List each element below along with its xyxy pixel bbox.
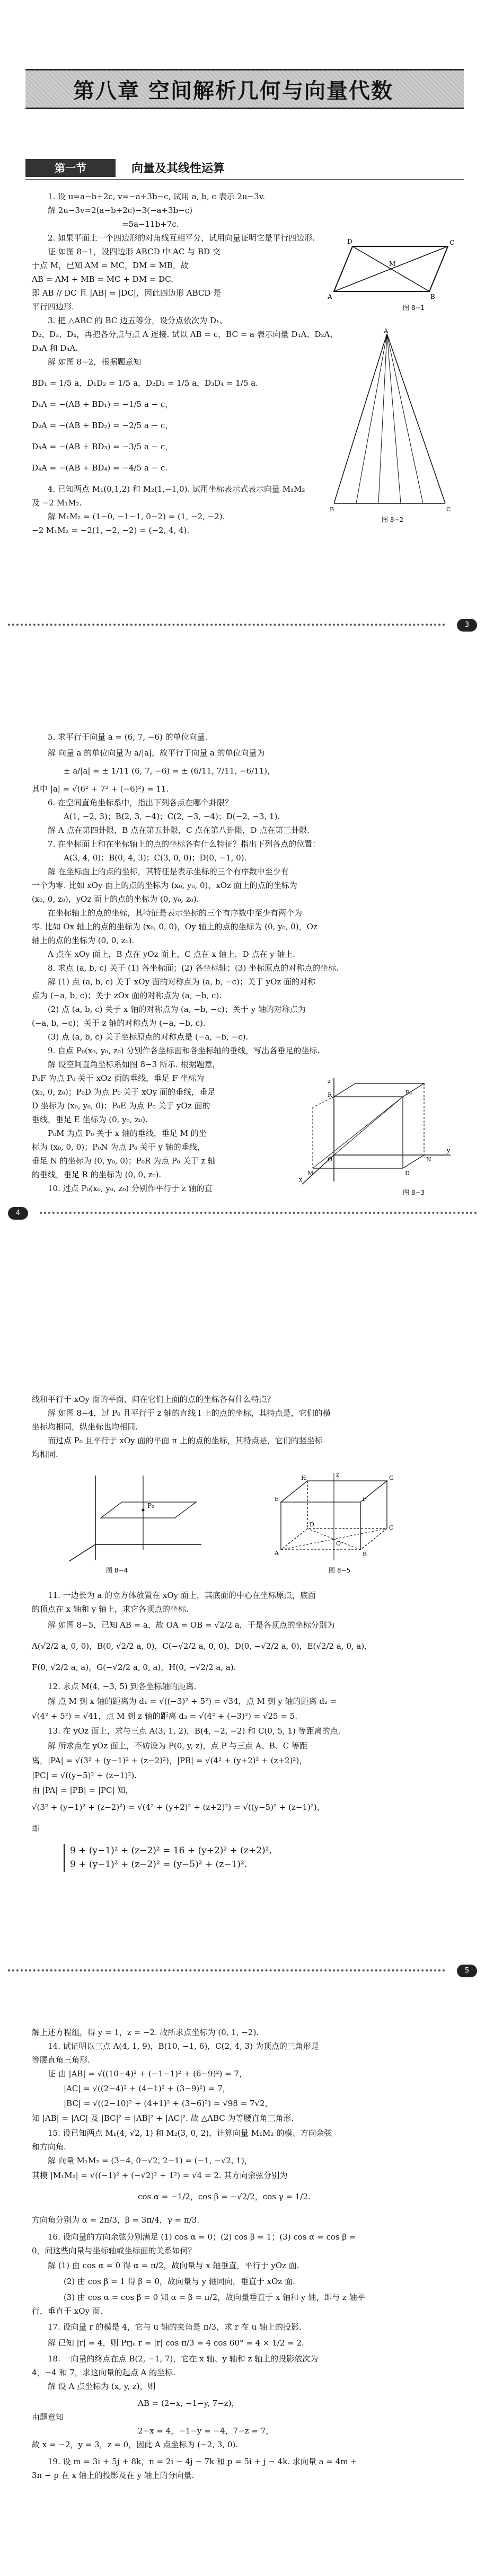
text-line: 解 如图 8−4，过 P₀ 且平行于 z 轴的直线 l 上的点的坐标，其特点是，它们的横 xyxy=(48,1408,331,1418)
text-line: 的顶点在 x 轴和 y 轴上，求它各顶点的坐标. xyxy=(32,1604,189,1614)
figure-caption: 图 8−2 xyxy=(382,516,404,523)
text-line: 2. 如果平面上一个四边形的对角线互相平分，试用向量证明它是平行四边形. xyxy=(48,233,315,243)
figure-caption: 图 8−1 xyxy=(403,304,425,312)
text-line: −2 M₁M₂ = −2(1, −2, −2) = (−2, 4, 4). xyxy=(32,526,190,535)
figure-8-4 xyxy=(64,1470,223,1576)
text-line: ± a/|a| = ± 1/11 (6, 7, −6) = ± (6/11, 7/11, −6/11)， xyxy=(64,766,276,776)
text-line: 3n − p 在 x 轴上的投影及在 y 轴上的分向量. xyxy=(32,2471,195,2480)
section-tag: 第一节 xyxy=(25,159,116,177)
text-line: 解 所求点在 yOz 面上，不妨设为 P(0, y, z)，点 P 与三点 A、B、C 等距 xyxy=(48,1741,308,1751)
page-number: 3 xyxy=(457,619,477,632)
text-line: 一个为零. 比如 xOy 面上的点的坐标为 (x₀, y₀, 0)，xOz 面上的点的坐标为 xyxy=(32,881,297,890)
text-line: (3) 由 cos α = cos β = 0 知 α = β = π/2，故向量垂直于 x 轴和 y 轴，即与 z 轴平 xyxy=(64,2293,365,2302)
section-rule xyxy=(25,179,464,180)
text-line: 和方向角. xyxy=(32,2142,66,2152)
svg-text:z: z xyxy=(336,1471,339,1478)
page-1 xyxy=(0,0,485,652)
text-line: 其中 |a| = √(6² + 7² + (−6)²) = 11. xyxy=(32,784,169,794)
text-line: 的垂线，垂足 R 的坐标为 (0, 0, z₀). xyxy=(32,1170,162,1179)
chapter-banner xyxy=(25,69,464,109)
text-line: D 坐标为 (x₀, y₀, 0)；P₀E 为点 P₀ 关于 yOz 面的 xyxy=(32,1101,210,1111)
text-line: 解 已知 |r| = 4，则 Prjᵤ r = |r| cos π/3 = 4 cos 60° = 4 × 1/2 = 2. xyxy=(48,2338,304,2348)
svg-text:x: x xyxy=(299,1176,303,1183)
text-line: (2) 点 (a, b, c) 关于 x 轴的对称点为 (a, −b, −c)；关于 y 轴的对称点为 xyxy=(48,1005,306,1014)
page-number: 4 xyxy=(8,1207,28,1220)
text-line: 解 在坐标面上的点的坐标，其特征是表示坐标的三个有序数中至少有 xyxy=(48,867,289,876)
text-line: 其模 |M₁M₂| = √((−1)² + (−√2)² + 1²) = √4 = 2. 其方向余弦分别为 xyxy=(32,2171,288,2180)
text-line: 由题意知 xyxy=(32,2412,64,2422)
svg-text:F: F xyxy=(363,1496,367,1503)
text-line: (x₀, 0, z₀)；P₀D 为点 P₀ 关于 xOy 面的垂线，垂足 xyxy=(32,1087,216,1097)
svg-text:N: N xyxy=(426,1156,431,1163)
figure-8-1 xyxy=(323,233,456,313)
text-line: |BC| = √((2−10)² + (4+1)² + (3−6)²) = √98 = 7√2， xyxy=(64,2099,273,2108)
text-line: 0，问这些向量与坐标轴或坐标面的关系如何？ xyxy=(32,2246,196,2255)
text-line: BD₁ = 1/5 a，D₁D₂ = 1/5 a，D₂D₃ = 1/5 a，D₃D₄ = 1/5 a. xyxy=(32,378,258,388)
svg-text:P₀: P₀ xyxy=(405,1089,412,1096)
text-line: 解上述方程组，得 y = 1，z = −2. 故所求点坐标为 (0, 1, −2). xyxy=(32,2028,259,2037)
svg-text:C: C xyxy=(446,506,451,513)
section-header xyxy=(25,159,464,180)
text-line: 轴上的点的坐标为 (0, 0, z₀). xyxy=(32,936,135,945)
text-line: 垂足 N 的坐标为 (0, y₀, 0)；P₀R 为点 P₀ 关于 z 轴 xyxy=(32,1156,216,1166)
text-line: 平行四边形. xyxy=(32,302,74,312)
figure-8-2 xyxy=(329,328,461,530)
text-line: 线和平行于 xOy 面的平面，问在它们上面的点的坐标各有什么特点？ xyxy=(32,1394,275,1404)
text-line: 解 M₁M₂ = (1−0, −1−1, 0−2) = (1, −2, −2). xyxy=(48,512,225,521)
text-line: A(1, −2, 3)；B(2, 3, −4)；C(2, −3, −4)；D(−2, −3, 1). xyxy=(64,812,280,821)
text-line: 标为 (x₀, 0, 0)；P₀N 为点 P₀ 关于 y 轴的垂线， xyxy=(32,1142,205,1152)
point-label: P₀ xyxy=(147,1502,154,1509)
line-and-plane-diagram xyxy=(64,1470,223,1563)
dotted-rule xyxy=(40,1212,477,1214)
page-4 xyxy=(0,2005,485,2576)
text-line: D₂、D₃、D₄，再把各分点与点 A 连接. 试以 AB = c，BC = a 表示向量 D₁A、D₂A、 xyxy=(32,330,338,339)
triangle-division-diagram xyxy=(329,328,461,514)
text-line: 18. 一向量的终点在点 B(2, −1, 7)，它在 x 轴、y 轴和 z 轴上的投影依次为 xyxy=(48,2354,319,2364)
text-line: 6. 在空间直角坐标系中，指出下列各点在哪个卦限？ xyxy=(48,798,233,807)
svg-text:B: B xyxy=(330,506,334,513)
equation: 9 + (y−1)² + (z−2)² = 16 + (y+2)² + (z+2)², xyxy=(70,1845,272,1856)
text-line: (2) 由 cos β = 1 得 β = 0，故向量与 y 轴同向，垂直于 xOz 面. xyxy=(64,2277,295,2286)
text-line: D₄A = −(AB + BD₄) = −4/5 a − c. xyxy=(32,463,168,473)
text-line: F(0, √2/2 a, a)，G(−√2/2 a, 0, a)，H(0, −√2/2 a, a). xyxy=(32,1663,236,1672)
text-line: 7. 在坐标面上和在坐标轴上的点的坐标各有什么特征？指出下列各点的位置： xyxy=(48,839,321,849)
text-line: 解 向量 a 的单位向量为 a/|a|，故平行于向量 a 的单位向量为 xyxy=(48,748,265,758)
text-line: 在坐标轴上的点的坐标，其特征是表示坐标的三个有序数中至少有两个为 xyxy=(48,908,303,918)
text-line: AB = AM + MB = MC + DM = DC. xyxy=(32,274,173,284)
text-line: 14. 试证明以三点 A(4, 1, 9)，B(10, −1, 6)，C(2, 4, 3) 为顶点的三角形是 xyxy=(48,2041,319,2051)
figure-caption: 图 8−5 xyxy=(329,1567,351,1574)
figure-8-3 xyxy=(297,1076,456,1197)
text-line: 垂线，垂足 E 坐标为 (0, y₀, z₀). xyxy=(32,1115,148,1124)
page-number: 5 xyxy=(457,1965,477,1977)
text-line: 19. 设 m = 3i + 5j + 8k，n = 2i − 4j − 7k 和 p = 5i + j − 4k. 求向量 a = 4m + xyxy=(48,2457,357,2466)
text-line: 15. 设已知两点 M₁(4, √2, 1) 和 M₂(3, 0, 2)，计算向量 M₁M₂ 的模、方向余弦 xyxy=(48,2128,332,2138)
text-line: 8. 求点 (a, b, c) 关于 (1) 各坐标面；(2) 各坐标轴；(3) 坐标原点的对称点的坐标. xyxy=(48,963,339,973)
figure-caption: 图 8−4 xyxy=(106,1567,128,1574)
text-line: 解 点 M 到 x 轴的距离为 d₁ = √((−3)² + 5²) = √34，点 M 到 y 轴的距离 d₂ = xyxy=(48,1696,337,1706)
text-line: 坐标均相同，纵坐标也均相同. xyxy=(32,1422,138,1432)
text-line: 知 |AB| = |AC| 及 |BC|² = |AB|² + |AC|². 故 △ABC 为等腰直角三角形. xyxy=(32,2113,294,2123)
text-line: 方向角分别为 α = 2π/3，β = 3π/4，γ = π/3. xyxy=(32,2215,200,2225)
text-line: 5. 求平行于向量 a = (6, 7, −6) 的单位向量. xyxy=(48,732,208,742)
text-line: 9. 自点 P₀(x₀, y₀, z₀) 分别作各坐标面和各坐标轴的垂线，写出各垂足的坐标. xyxy=(48,1046,320,1055)
svg-text:y: y xyxy=(447,1147,451,1154)
svg-text:O: O xyxy=(336,1540,341,1547)
dotted-rule xyxy=(8,624,445,626)
section-title: 向量及其线性运算 xyxy=(131,162,225,175)
text-line: 4，−4 和 7，求这向量的起点 A 的坐标. xyxy=(32,2368,175,2377)
text-line: 于点 M，已知 AM = MC，DM = MB，故 xyxy=(32,261,189,270)
parallelogram-diagram xyxy=(323,233,456,302)
coordinate-box-diagram xyxy=(297,1076,456,1187)
svg-text:H: H xyxy=(301,1474,306,1481)
svg-text:B: B xyxy=(363,1551,367,1558)
svg-text:z: z xyxy=(328,1078,331,1085)
text-line: =5a−11b+7c. xyxy=(122,219,179,229)
text-line: 证 如图 8−1，设四边形 ABCD 中 AC 与 BD 交 xyxy=(48,247,221,256)
svg-text:D: D xyxy=(310,1521,314,1528)
text-line: (x₀, 0, z₀)，yOz 面上的点的坐标为 (0, y₀, z₀). xyxy=(32,894,199,904)
text-line: 解 如图 8−5，已知 AB = a，故 OA = OB = √2/2 a，于是各顶点的坐标分别为 xyxy=(48,1620,335,1630)
text-line: A(√2/2 a, 0, 0)，B(0, √2/2 a, 0)，C(−√2/2 a, 0, 0)，D(0, −√2/2 a, 0)，E(√2/2 a, 0, a)， xyxy=(32,1641,373,1651)
text-line: 解 设 A 点坐标为 (x, y, z)，则 xyxy=(48,2382,156,2391)
text-line: 13. 在 yOz 面上，求与三点 A(3, 1, 2)，B(4, −2, −2) 和 C(0, 5, 1) 等距离的点. xyxy=(48,1726,341,1736)
dotted-rule xyxy=(8,1969,445,1971)
svg-text:C: C xyxy=(449,239,455,246)
equation: 9 + (y−1)² + (z−2)² = (y−5)² + (z−1)². xyxy=(70,1859,248,1870)
svg-text:D: D xyxy=(347,238,352,245)
text-line: cos α = −1/2，cos β = −√2/2，cos γ = 1/2. xyxy=(138,2192,311,2201)
text-line: 解 A 点在第四卦限，B 点在第五卦限，C 点在第八卦限，D 点在第三卦限. xyxy=(48,825,310,835)
text-line: 而过点 P₀ 且平行于 xOy 面的平面 π 上的点的坐标，其特点是，它们的竖坐标 xyxy=(48,1436,323,1445)
chapter-title: 第八章 空间解析几何与向量代数 xyxy=(73,79,393,103)
svg-text:D: D xyxy=(405,1170,410,1177)
text-line: 17. 设向量 r 的模是 4，它与 u 轴的夹角是 π/3，求 r 在 u 轴上的投影. xyxy=(48,2322,302,2332)
svg-text:M: M xyxy=(389,260,396,268)
svg-text:A: A xyxy=(275,1550,279,1557)
text-line: √(3² + (y−1)² + (z−2)²) = √(4² + (y+2)² + (z+2)²) = √((y−5)² + (z−1)²)， xyxy=(32,1802,325,1812)
equation-system xyxy=(64,1844,272,1872)
text-line: D₂A = −(AB + BD₂) = −2/5 a − c， xyxy=(32,421,173,430)
text-line: D₁A = −(AB + BD₁) = −1/5 a − c， xyxy=(32,399,173,409)
cube-diagram xyxy=(254,1470,413,1563)
page-separator xyxy=(8,615,477,636)
text-line: 离，|PA| = √(3² + (y−1)² + (z−2)²)，|PB| = √(4² + (y+2)² + (z+2)²)， xyxy=(32,1756,307,1765)
svg-text:A: A xyxy=(328,293,332,300)
page-separator xyxy=(8,1203,477,1224)
text-line: 16. 设向量的方向余弦分别满足 (1) cos α = 0；(2) cos β = 1；(3) cos α = cos β = xyxy=(48,2232,356,2242)
text-line: 12. 求点 M(4, −3, 5) 到各坐标轴的距离. xyxy=(48,1682,197,1691)
text-line: 解 2u−3v=2(a−b+2c)−3(−a+3b−c) xyxy=(48,206,193,215)
svg-text:E: E xyxy=(275,1496,279,1503)
text-line: 证 由 |AB| = √((10−4)² + (−1−1)² + (6−9)²) = 7， xyxy=(48,2069,247,2078)
text-line: 解 (1) 由 cos α = 0 得 α = π/2，故向量与 x 轴垂直，平行于 yOz 面. xyxy=(48,2261,299,2270)
text-line: D₃A 和 D₄A. xyxy=(32,343,78,353)
svg-text:O: O xyxy=(328,1156,333,1163)
text-line: 4. 已知两点 M₁(0,1,2) 和 M₂(1,−1,0). 试用坐标表示式表示向量 M₁M₂ xyxy=(48,484,305,494)
page-3 xyxy=(0,1378,485,2005)
text-line: √(4² + 5²) = √41，点 M 到 z 轴的距离 d₃ = √(4² + (−3)²) = √25 = 5. xyxy=(32,1711,297,1721)
text-line: 由 |PA| = |PB| = |PC| 知， xyxy=(32,1786,134,1795)
text-line: (−a, b, −c)；关于 z 轴的对称点为 (−a, −b, c). xyxy=(32,1018,206,1028)
svg-text:A: A xyxy=(384,328,388,334)
text-line: P₀M 为点 P₀ 关于 x 轴的垂线，垂足 M 的坐 xyxy=(48,1129,207,1138)
svg-text:G: G xyxy=(389,1474,394,1481)
text-line: 2−x = 4，−1−y = −4，7−z = 7， xyxy=(138,2426,274,2436)
text-line: (3) 点 (a, b, c) 关于坐标原点的对称点是 (−a, −b, −c). xyxy=(48,1032,249,1042)
text-line: 解 如图 8−2，根据题意知 xyxy=(48,357,142,367)
text-line: AB = (2−x, −1−y, 7−z)， xyxy=(138,2399,240,2408)
text-line: |AC| = √((2−4)² + (4−1)² + (3−9)²) = 7， xyxy=(64,2084,231,2093)
text-line: 均相同. xyxy=(32,1450,58,1459)
svg-text:B: B xyxy=(430,293,435,300)
text-line: 解 设空间直角坐标系如图 8−3 所示. 根据题意， xyxy=(48,1060,221,1069)
text-line: |PC| = √((y−5)² + (z−1)²). xyxy=(32,1771,137,1780)
page-separator xyxy=(8,1960,477,1982)
svg-text:M: M xyxy=(307,1170,314,1177)
text-line: 等腰直角三角形. xyxy=(32,2055,90,2065)
text-line: 10. 过点 P₀(x₀, y₀, z₀) 分别作平行于 z 轴的直 xyxy=(48,1184,213,1193)
text-line: A(3, 4, 0)；B(0, 4, 3)；C(3, 0, 0)；D(0, −1, 0). xyxy=(64,853,247,863)
text-line: 3. 把 △ABC 的 BC 边五等分，设分点依次为 D₁、 xyxy=(48,316,227,325)
text-line: 故 x = −2，y = 3，z = 0，因此 A 点坐标为 (−2, 3, 0). xyxy=(32,2440,238,2449)
text-line: 解 (1) 点 (a, b, c) 关于 xOy 面的对称点为 (a, b, −c)；关于 yOz 面的对称 xyxy=(48,977,316,987)
figure-8-5 xyxy=(254,1470,413,1576)
text-line: A 点在 xOy 面上，B 点在 yOz 面上，C 点在 x 轴上，D 点在 y 轴上. xyxy=(48,949,296,959)
text-line: P₀F 为点 P₀ 关于 xOz 面的垂线，垂足 F 坐标为 xyxy=(32,1073,205,1083)
text-line: 行，垂直于 xOy 面. xyxy=(32,2306,103,2316)
text-line: 点为 (−a, b, c)；关于 zOx 面的对称点为 (a, −b, c). xyxy=(32,991,222,1000)
text-line: 及 −2 M₁M₂. xyxy=(32,498,82,508)
text-line: D₃A = −(AB + BD₃) = −3/5 a − c， xyxy=(32,442,173,451)
text-line: 11. 一边长为 a 的立方体放置在 xOy 面上，其底面的中心在坐标原点，底面 xyxy=(48,1591,316,1600)
svg-text:C: C xyxy=(389,1524,394,1531)
text-line: 零. 比如 Ox 轴上的点的坐标为 (x₀, 0, 0)，Oy 轴上的点的坐标为 (0, y₀, 0)，Oz xyxy=(32,922,318,931)
page-2 xyxy=(0,652,485,1378)
text-line: 即 AB // DC 且 |AB| = |DC|，因此四边形 ABCD 是 xyxy=(32,288,222,298)
text-line: 即 xyxy=(32,1824,40,1833)
text-line: 解 向量 M₁M₂ = (3−4, 0−√2, 2−1) = (−1, −√2, 1)， xyxy=(48,2156,252,2165)
text-line: 1. 设 u=a−b+2c, v=−a+3b−c, 试用 a, b, c 表示 2u−3v. xyxy=(48,192,266,201)
svg-text:R: R xyxy=(328,1091,332,1098)
figure-caption: 图 8−3 xyxy=(403,1189,425,1196)
